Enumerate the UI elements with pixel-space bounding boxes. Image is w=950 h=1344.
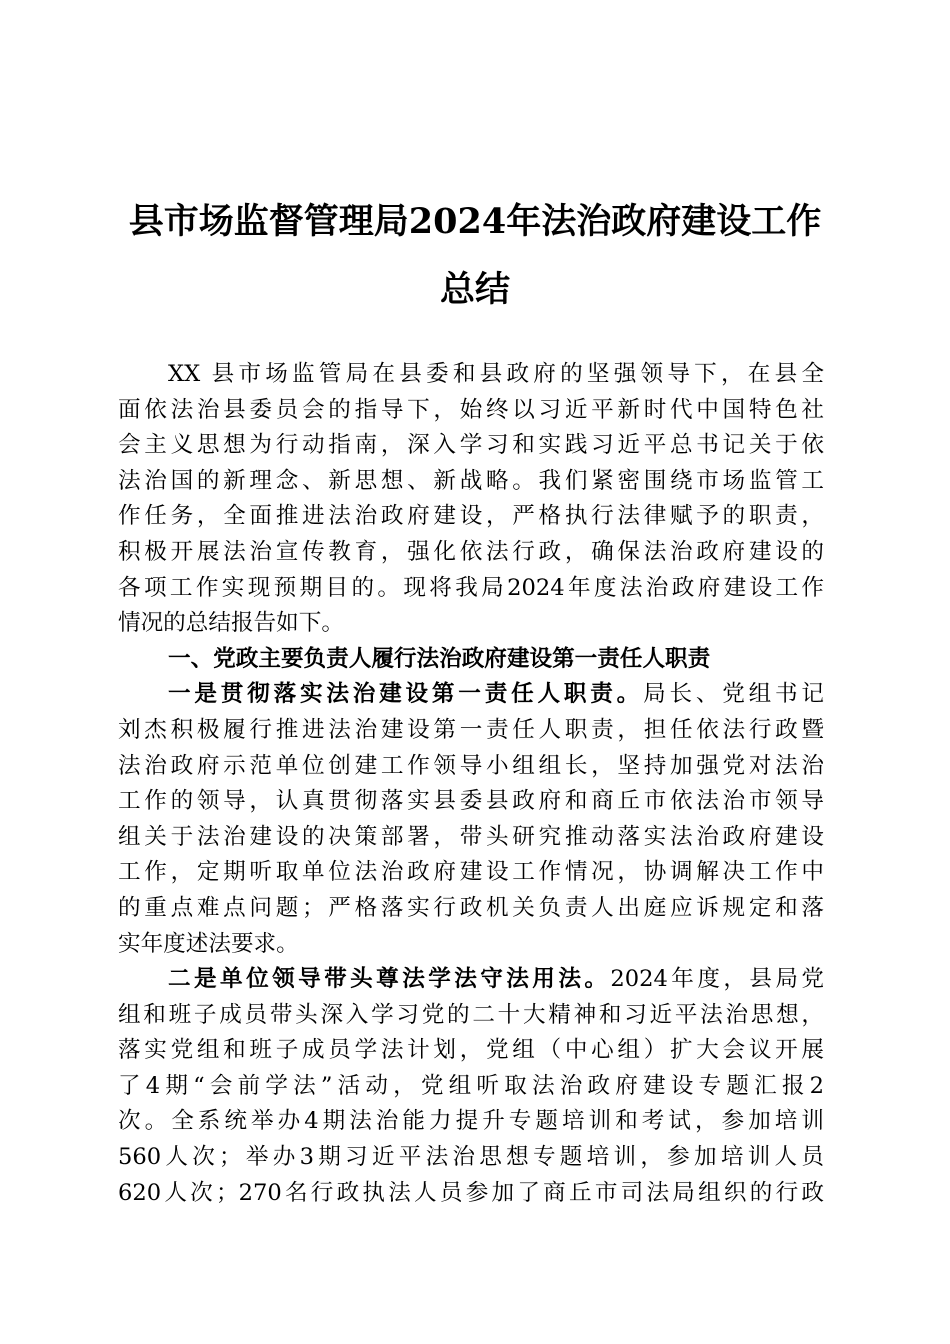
para2-lead: 二是单位领导带头尊法学法守法用法。: [168, 966, 611, 993]
para1-lead: 一是贯彻落实法治建设第一责任人职责。: [168, 681, 644, 708]
para2-line: 了4期“会前学法”活动，党组听取法治政府建设专题汇报2: [118, 1072, 824, 1099]
para1-line: 工作，定期听取单位法治政府建设工作情况，协调解决工作中: [118, 859, 824, 886]
intro-line: 积极开展法治宣传教育，强化依法行政，确保法治政府建设的: [118, 538, 824, 565]
para2-line: 次。全系统举办4期法治能力提升专题培训和考试，参加培训: [118, 1108, 824, 1135]
document-title: [118, 188, 832, 324]
intro-line: 作任务，全面推进法治政府建设，严格执行法律赋予的职责，: [118, 503, 824, 530]
title-line-2: 总结: [439, 269, 510, 310]
intro-line: XX 县市场监管局在县委和县政府的坚强领导下，在县全: [168, 361, 824, 387]
intro-line: 法治国的新理念、新思想、新战略。我们紧密围绕市场监管工: [118, 467, 824, 494]
para1-line: 工作的领导，认真贯彻落实县委县政府和商丘市依法治市领导: [118, 788, 824, 815]
para2-line: 620人次；270名行政执法人员参加了商丘市司法局组织的行政: [118, 1179, 824, 1206]
para2-first-line: [118, 962, 824, 998]
intro-line: 面依法治县委员会的指导下，始终以习近平新时代中国特色社: [118, 396, 824, 423]
para1-line: 法治政府示范单位创建工作领导小组组长，坚持加强党对法治: [118, 752, 824, 779]
title-line-1: 县市场监督管理局2024年法治政府建设工作: [128, 201, 822, 242]
para1-line: 实年度述法要求。: [118, 930, 299, 957]
para1-line: 刘杰积极履行推进法治建设第一责任人职责，担任依法行政暨: [118, 716, 824, 743]
para1-line: 的重点难点问题；严格落实行政机关负责人出庭应诉规定和落: [118, 894, 824, 921]
para1-line: 组关于法治建设的决策部署，带头研究推动落实法治政府建设: [118, 823, 824, 850]
para2-line: 落实党组和班子成员学法计划，党组（中心组）扩大会议开展: [118, 1037, 824, 1064]
section-heading: 一、党政主要负责人履行法治政府建设第一责任人职责: [168, 645, 711, 672]
intro-line: 会主义思想为行动指南，深入学习和实践习近平总书记关于依: [118, 432, 824, 459]
document-body: [118, 357, 824, 1211]
intro-line: 各项工作实现预期目的。现将我局2024年度法治政府建设工作: [118, 574, 824, 601]
intro-line: 情况的总结报告如下。: [118, 610, 344, 637]
para2-first-rest: 2024年度，县局党: [610, 966, 825, 993]
para1-first-line: [118, 677, 824, 713]
para1-first-rest: 局长、党组书记: [643, 681, 825, 708]
para2-line: 560人次；举办3期习近平法治思想专题培训，参加培训人员: [118, 1144, 824, 1171]
para2-line: 组和班子成员带头深入学习党的二十大精神和习近平法治思想，: [118, 1001, 824, 1028]
